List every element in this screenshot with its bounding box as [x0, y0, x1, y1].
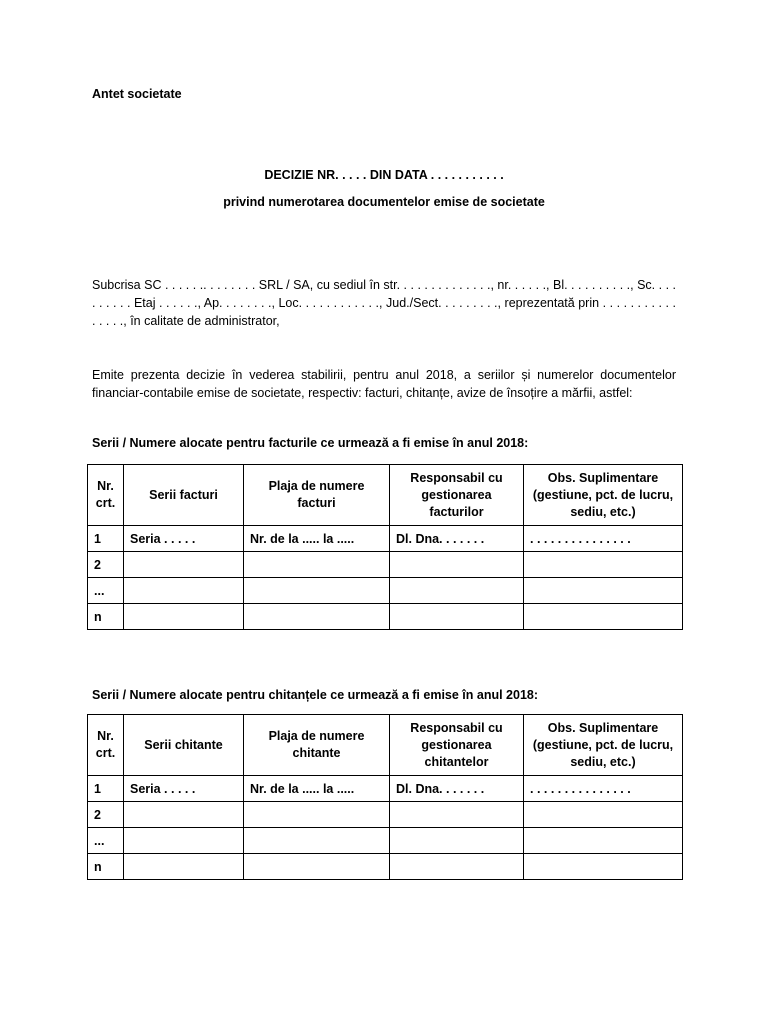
table-cell: [524, 552, 683, 578]
column-header-number-range: Plaja de numere chitante: [244, 715, 390, 776]
table-cell: [390, 578, 524, 604]
table-cell: 2: [88, 802, 124, 828]
table-cell: [124, 604, 244, 630]
table-row: [88, 526, 683, 552]
table-header-row: [88, 715, 683, 776]
table-cell: [124, 854, 244, 880]
column-header-observations: Obs. Suplimentare (gestiune, pct. de lucru, sediu, etc.): [524, 715, 683, 776]
table-cell: [124, 552, 244, 578]
company-letterhead: Antet societate: [92, 87, 182, 101]
table-cell: [390, 854, 524, 880]
table-cell: [390, 552, 524, 578]
table-cell: Dl. Dna. . . . . . .: [390, 526, 524, 552]
column-header-nr: Nr. crt.: [88, 465, 124, 526]
table-cell: Dl. Dna. . . . . . .: [390, 776, 524, 802]
table-cell: [124, 578, 244, 604]
table-cell: [244, 552, 390, 578]
table-row: [88, 604, 683, 630]
column-header-series: Serii facturi: [124, 465, 244, 526]
table-cell: [244, 854, 390, 880]
table-cell: [390, 604, 524, 630]
table-cell: Seria . . . . .: [124, 526, 244, 552]
table-cell: [390, 802, 524, 828]
table-cell: n: [88, 854, 124, 880]
decision-subtitle: privind numerotarea documentelor emise de societate: [223, 195, 545, 209]
column-header-series: Serii chitante: [124, 715, 244, 776]
table-cell: [124, 828, 244, 854]
table-cell: [390, 828, 524, 854]
table-cell: Seria . . . . .: [124, 776, 244, 802]
receipts-section-heading: Serii / Numere alocate pentru chitanțele ce urmează a fi emise în anul 2018:: [92, 688, 539, 702]
table-header-row: [88, 465, 683, 526]
column-header-responsible: Responsabil cu gestionarea chitantelor: [390, 715, 524, 776]
table-row: [88, 578, 683, 604]
table-cell: [524, 578, 683, 604]
table-cell: [244, 828, 390, 854]
table-cell: n: [88, 604, 124, 630]
table-row: [88, 552, 683, 578]
table-cell: [524, 828, 683, 854]
table-cell: 2: [88, 552, 124, 578]
invoices-table: [87, 464, 683, 630]
table-row: [88, 828, 683, 854]
table-cell: ...: [88, 828, 124, 854]
table-cell: [244, 802, 390, 828]
table-row: [88, 854, 683, 880]
table-cell: . . . . . . . . . . . . . . .: [524, 526, 683, 552]
table-cell: [524, 854, 683, 880]
table-cell: [244, 578, 390, 604]
receipts-table: [87, 714, 683, 880]
table-cell: 1: [88, 526, 124, 552]
table-cell: ...: [88, 578, 124, 604]
table-row: [88, 802, 683, 828]
table-row: [88, 776, 683, 802]
table-cell: [524, 802, 683, 828]
decision-title: DECIZIE NR. . . . . DIN DATA . . . . . . . . . . .: [264, 168, 504, 182]
table-cell: [244, 604, 390, 630]
column-header-responsible: Responsabil cu gestionarea facturilor: [390, 465, 524, 526]
table-cell: Nr. de la ..... la .....: [244, 776, 390, 802]
column-header-number-range: Plaja de numere facturi: [244, 465, 390, 526]
table-cell: . . . . . . . . . . . . . . .: [524, 776, 683, 802]
table-cell: 1: [88, 776, 124, 802]
table-cell: [124, 802, 244, 828]
decision-statement-paragraph: Emite prezenta decizie în vederea stabilirii, pentru anul 2018, a seriilor și numerelor documentelor financiar-contabile emise de societate, respectiv: facturi, chitanțe, avize de însoțire a mărfii, astfel:: [92, 368, 676, 400]
company-identification-paragraph: Subcrisa SC . . . . . .. . . . . . . . SRL / SA, cu sediul în str. . . . . . . . . . . . . ., nr. . . . . ., Bl. . . . . . . . . ., Sc. . . . . . . . . . Etaj . . . . . ., Ap. . . . . . . ., Loc. . . . . . . . . . . ., Jud./Sect. . . . . . . . ., reprezentată prin . . . . . . . . . . . . . . . ., în calitate de administrator,: [92, 278, 676, 328]
column-header-nr: Nr. crt.: [88, 715, 124, 776]
table-cell: [524, 604, 683, 630]
column-header-observations: Obs. Suplimentare (gestiune, pct. de lucru, sediu, etc.): [524, 465, 683, 526]
table-cell: Nr. de la ..... la .....: [244, 526, 390, 552]
invoices-section-heading: Serii / Numere alocate pentru facturile ce urmează a fi emise în anul 2018:: [92, 436, 529, 450]
